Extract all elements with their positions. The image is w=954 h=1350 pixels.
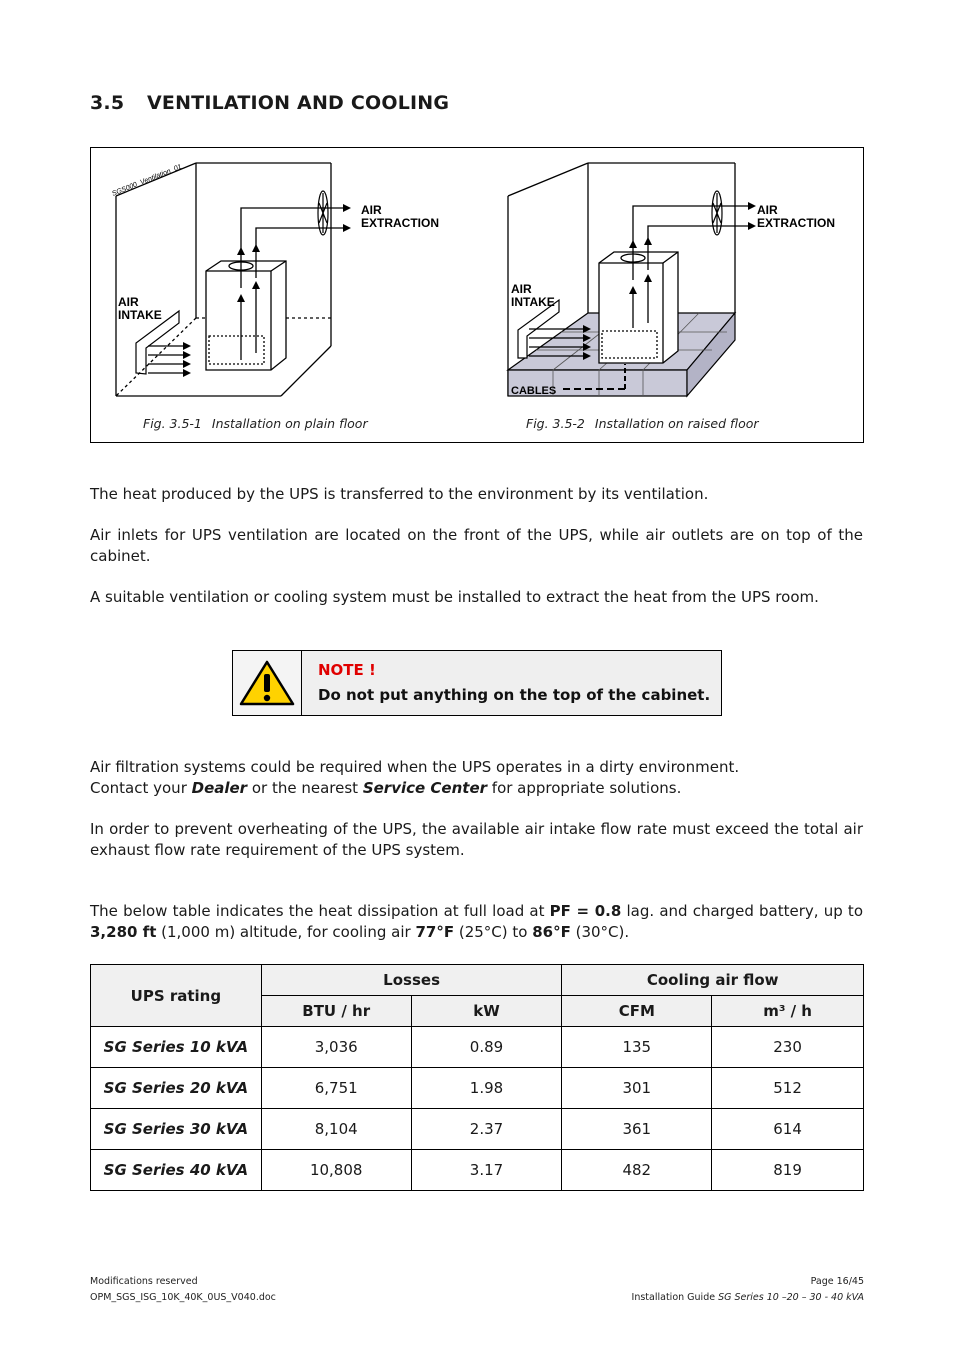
note-title: NOTE ! (318, 661, 376, 679)
cables-label: CABLES (511, 385, 557, 397)
ups-cabinet (599, 252, 678, 363)
right-intake-label-1: AIR (511, 282, 532, 296)
note-text: Do not put anything on the top of the cabinet. (318, 686, 711, 704)
header-m3h: m³ / h (712, 996, 864, 1027)
dealer-text: Dealer (191, 779, 248, 797)
note-box (232, 650, 722, 716)
paragraph-overheating: In order to prevent overheating of the UPS, the available air intake flow rate must exceed the total air exhaust flow rate requirement of the UPS system. (90, 820, 863, 859)
warning-triangle-icon (239, 659, 295, 707)
raised-floor-illustration (508, 163, 835, 397)
drawing-stamp: SGS000_Ventilation_01 (111, 163, 183, 198)
footer-doc-name: OPM_SGS_ISG_10K_40K_0US_V040.doc (90, 1292, 276, 1303)
paragraph-heat: The heat produced by the UPS is transferred to the environment by its ventilation. (90, 485, 709, 503)
header-losses: Losses (261, 965, 562, 996)
header-cooling-air-flow: Cooling air flow (562, 965, 864, 996)
footer-guide-title: Installation Guide SG Series 10 –20 – 30 - 40 kVA (631, 1292, 864, 1303)
section-number: 3.5 (90, 92, 125, 114)
right-intake-label-2: INTAKE (511, 295, 555, 309)
left-extract-label-1: AIR (361, 203, 382, 217)
paragraph-air-inlets: Air inlets for UPS ventilation are located on the front of the UPS, while air outlets are on top of the cabinet. (90, 526, 863, 565)
figure-caption-right: Fig. 3.5-2 Installation on raised floor (526, 416, 759, 431)
paragraph-table-intro: The below table indicates the heat dissipation at full load at PF = 0.8 lag. and charged battery, up to 3,280 ft (1,000 m) altitude, for cooling air 77°F (25°C) to 86°F (30°C). (90, 902, 863, 941)
footer-modifications: Modifications reserved (90, 1276, 198, 1287)
left-intake-label-1: AIR (118, 295, 139, 309)
footer-page-number: Page 16/45 (810, 1276, 864, 1287)
left-extract-label-2: EXTRACTION (361, 216, 439, 230)
header-btu-hr: BTU / hr (261, 996, 411, 1027)
table-row: SG Series 10 kVA 3,036 0.89 135 230 (91, 1027, 864, 1068)
right-extract-label-2: EXTRACTION (757, 216, 835, 230)
ventilation-diagram (91, 148, 865, 444)
figure-caption-left: Fig. 3.5-1 Installation on plain floor (143, 416, 368, 431)
table-row: SG Series 40 kVA 10,808 3.17 482 819 (91, 1150, 864, 1191)
header-kw: kW (411, 996, 562, 1027)
section-title: VENTILATION AND COOLING (147, 92, 450, 114)
paragraph-ventilation-system: A suitable ventilation or cooling system must be installed to extract the heat from the UPS room. (90, 588, 819, 606)
left-intake-label-2: INTAKE (118, 308, 162, 322)
right-extract-label-1: AIR (757, 203, 778, 217)
heat-dissipation-table (90, 964, 864, 1191)
table-row: SG Series 30 kVA 8,104 2.37 361 614 (91, 1109, 864, 1150)
figure-box (90, 147, 864, 443)
header-cfm: CFM (562, 996, 712, 1027)
section-heading (90, 92, 449, 114)
ups-cabinet (206, 261, 286, 370)
paragraph-filtration: Air filtration systems could be required when the UPS operates in a dirty environment. Contact your Dealer or the nearest Service Center for appropriate solutions. (90, 758, 740, 797)
plain-floor-illustration (111, 163, 439, 396)
header-ups-rating: UPS rating (91, 965, 262, 1027)
service-center-text: Service Center (362, 779, 488, 797)
fan-icon (712, 191, 722, 235)
table-row: SG Series 20 kVA 6,751 1.98 301 512 (91, 1068, 864, 1109)
